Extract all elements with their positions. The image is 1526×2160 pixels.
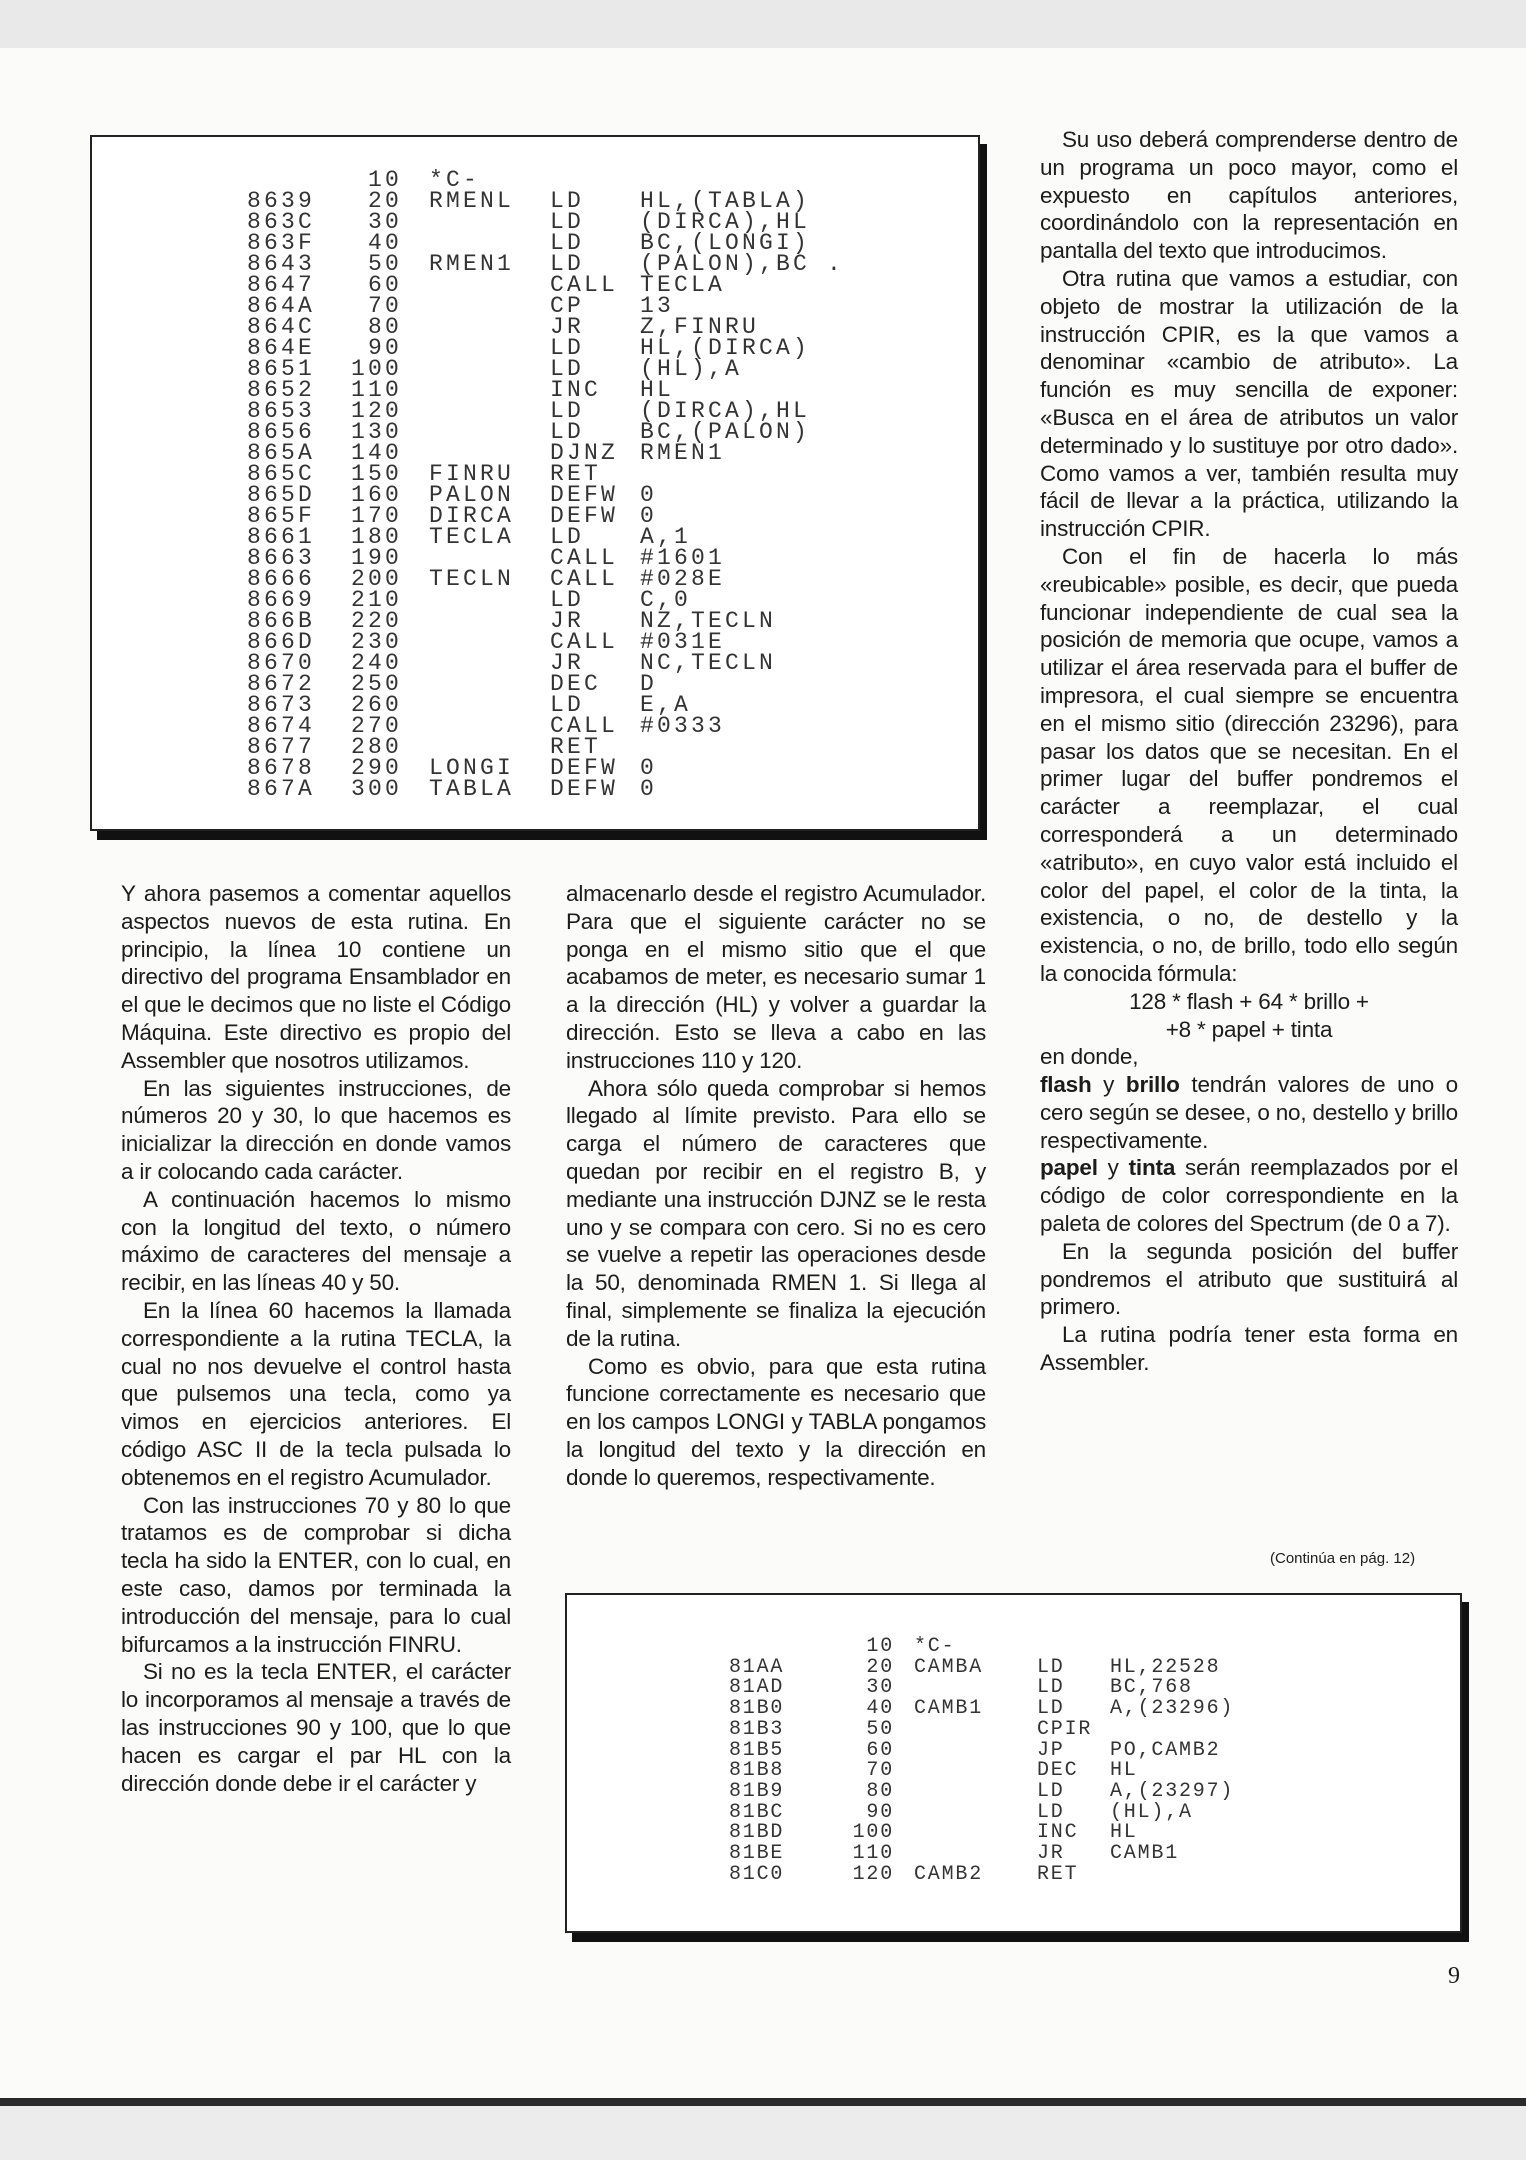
- listing-address: 81C0: [729, 1862, 785, 1886]
- listing-operand: 0: [640, 482, 658, 508]
- listing-line-number: 10: [367, 167, 402, 193]
- listing-line-number: 70: [866, 1759, 894, 1783]
- listing-row: [92, 230, 978, 256]
- listing-operand: (HL),A: [640, 356, 743, 382]
- term-papel: papel: [1040, 1155, 1098, 1181]
- scan-bottom-margin: [0, 2106, 1526, 2160]
- listing-operand: #1601: [640, 545, 726, 571]
- listing-label: PALON: [429, 482, 515, 508]
- listing-address: 8661: [247, 524, 316, 550]
- listing-row: [92, 755, 978, 781]
- paragraph: En la segunda posición del buffer pondremos el atributo que sustituirá al primero.: [1040, 1238, 1458, 1320]
- listing-operand: A,(23296): [1110, 1697, 1235, 1721]
- listing-address: 8643: [247, 251, 316, 277]
- listing-line-number: 50: [367, 251, 402, 277]
- attribute-formula-line-1: 128 * flash + 64 * brillo +: [1129, 988, 1369, 1014]
- listing-address: 865C: [247, 461, 316, 487]
- listing-operand: (PALON),BC .: [640, 251, 845, 277]
- listing-line-number: 70: [367, 293, 402, 319]
- listing-row: [92, 566, 978, 592]
- listing-label: CAMBA: [914, 1655, 984, 1679]
- listing-row: [92, 377, 978, 403]
- text-column-right: [1040, 126, 1458, 1377]
- listing-address: 8678: [247, 755, 316, 781]
- listing-opcode: LD: [550, 230, 585, 256]
- listing-row: [92, 545, 978, 571]
- text-column-middle: [566, 880, 986, 1492]
- paragraph: almacenarlo desde el registro Acumulador. Para que el siguiente carácter no se ponga en el mismo sitio que el que acabamos de meter, es necesario sumar 1 a la dirección (HL) y volver a guardar la dirección. Esto se lleva a cabo en las instrucciones 110 y 120.: [566, 881, 986, 1073]
- paragraph: Si no es la tecla ENTER, el carácter lo incorporamos al mensaje a través de las instrucciones 90 y 100, que lo que hacen es cargar el par HL con la dirección donde debe ir el carácter y: [121, 1659, 511, 1796]
- paragraph-papel-tinta: [1040, 1154, 1458, 1237]
- listing-opcode: LD: [550, 398, 585, 424]
- listing-address: 863C: [247, 209, 316, 235]
- listing-opcode: CP: [550, 293, 585, 319]
- paragraph: Con el fin de hacerla lo más «reubicable» posible, es decir, que pueda funcionar independiente de cual sea la posición de memoria que ocupe, vamos a utilizar el área reservada para el buffer de impresora, el cual siempre se encuentra en el mismo sitio (dirección 23296), para pasar los datos que se necesitan. En el primer lugar del buffer pondremos el carácter a reemplazar, el cual corresponderá a un determinado «atributo», en cuyo valor está incluido el color del papel, el color de la tinta, la existencia, o no, de destello y la existencia, o no, de brillo, todo ello según la conocida fórmula:: [1040, 543, 1458, 986]
- listing-line-number: 120: [350, 398, 402, 424]
- listing-address: 81BE: [729, 1842, 785, 1865]
- listing-row: [92, 419, 978, 445]
- listing-line-number: 130: [350, 419, 402, 445]
- listing-line-number: 80: [866, 1779, 894, 1803]
- listing-address: 864C: [247, 314, 316, 340]
- paragraph: Su uso deberá comprenderse dentro de un programa un poco mayor, como el expuesto en capítulos anteriores, coordinándolo con la representación en pantalla del texto que introducimos.: [1040, 127, 1458, 264]
- listing-line-number: 30: [367, 209, 402, 235]
- listing-operand: BC,(PALON): [640, 419, 811, 445]
- listing-opcode: LD: [1037, 1779, 1065, 1803]
- listing-label: CAMB1: [914, 1697, 984, 1721]
- listing-operand: D: [640, 671, 658, 697]
- listing-line-number: 120: [852, 1862, 894, 1886]
- listing-address: 866D: [247, 629, 316, 655]
- listing-address: 81AD: [729, 1676, 785, 1700]
- listing-address: 864A: [247, 293, 316, 319]
- listing-opcode: DEC: [550, 671, 602, 697]
- listing-opcode: LD: [550, 692, 585, 718]
- listing-label: LONGI: [429, 755, 515, 781]
- listing-address: 867A: [247, 776, 316, 802]
- listing-row: [92, 671, 978, 697]
- listing-address: 8673: [247, 692, 316, 718]
- listing-operand: E,A: [640, 692, 692, 718]
- listing-row: [567, 1697, 1460, 1721]
- listing-address: 81B9: [729, 1779, 785, 1803]
- listing-line-number: 160: [350, 482, 402, 508]
- listing-address: 8652: [247, 377, 316, 403]
- listing-line-number: 40: [367, 230, 402, 256]
- listing-label: TABLA: [429, 776, 515, 802]
- page-number: 9: [1448, 1963, 1460, 1989]
- listing-address: 864E: [247, 335, 316, 361]
- listing-row: [567, 1739, 1460, 1760]
- listing-row: [567, 1801, 1460, 1822]
- listing-row: [92, 293, 978, 319]
- listing-line-number: 240: [350, 650, 402, 676]
- listing-operand: CAMB1: [1110, 1842, 1180, 1865]
- listing-line-number: 100: [852, 1821, 894, 1845]
- text: tendrán valores de uno o cero según se desee, o no, destello y brillo respectivamente.: [1040, 1072, 1458, 1153]
- listing-line-number: 260: [350, 692, 402, 718]
- listing-line-number: 110: [350, 377, 402, 403]
- listing-address: 8651: [247, 356, 316, 382]
- listing-opcode: LD: [550, 188, 585, 214]
- listing-row: [92, 314, 978, 340]
- listing-label: TECLA: [429, 524, 515, 550]
- listing-opcode: RET: [550, 734, 602, 760]
- listing-operand: (HL),A: [1110, 1800, 1193, 1824]
- paragraph-flash-brillo: [1040, 1071, 1458, 1154]
- listing-line-number: 210: [350, 587, 402, 613]
- listing-row: [92, 440, 978, 466]
- listing-opcode: LD: [1037, 1676, 1065, 1700]
- listing-row: [92, 692, 978, 718]
- listing-opcode: LD: [1037, 1655, 1065, 1679]
- listing-row: [567, 1759, 1460, 1783]
- listing-address: 81B8: [729, 1759, 785, 1783]
- listing-address: 8672: [247, 671, 316, 697]
- listing-label: *C-: [914, 1635, 956, 1658]
- listing-row: [567, 1635, 1460, 1656]
- listing-row: [92, 209, 978, 235]
- listing-operand: NZ,TECLN: [640, 608, 777, 634]
- listing-opcode: DEC: [1037, 1759, 1079, 1783]
- listing-opcode: JP: [1037, 1738, 1065, 1762]
- listing-opcode: LD: [1037, 1697, 1065, 1721]
- listing-operand: TECLA: [640, 272, 726, 298]
- listing-opcode: DEFW: [550, 776, 619, 802]
- listing-operand: #028E: [640, 566, 726, 592]
- listing-opcode: CALL: [550, 713, 619, 739]
- listing-row: [92, 650, 978, 676]
- paragraph: En la línea 60 hacemos la llamada correspondiente a la rutina TECLA, la cual no nos devuelve el control hasta que pulsemos una tecla, como ya vimos en ejercicios anteriores. El código ASC II de la tecla pulsada lo obtenemos en el registro Acumulador.: [121, 1297, 511, 1490]
- listing-line-number: 60: [367, 272, 402, 298]
- listing-row: [567, 1656, 1460, 1677]
- listing-opcode: DEFW: [550, 755, 619, 781]
- listing-label: TECLN: [429, 566, 515, 592]
- listing-operand: NC,TECLN: [640, 650, 777, 676]
- listing-opcode: CALL: [550, 272, 619, 298]
- listing-address: 865D: [247, 482, 316, 508]
- continued-note: (Continúa en pág. 12): [1270, 1550, 1416, 1567]
- listing-opcode: CPIR: [1037, 1717, 1093, 1741]
- listing-operand: A,(23297): [1110, 1779, 1235, 1803]
- listing-address: 81BC: [729, 1800, 785, 1824]
- listing-address: 8669: [247, 587, 316, 613]
- listing-line-number: 190: [350, 545, 402, 571]
- listing-row: [92, 608, 978, 634]
- listing-opcode: JR: [1037, 1842, 1065, 1865]
- listing-operand: HL,(TABLA): [640, 188, 811, 214]
- text-column-left: [121, 880, 511, 1797]
- listing-opcode: DJNZ: [550, 440, 619, 466]
- listing-line-number: 100: [350, 356, 402, 382]
- listing-row: [92, 503, 978, 529]
- listing-line-number: 20: [866, 1655, 894, 1679]
- listing-label: RMEN1: [429, 251, 515, 277]
- listing-line-number: 80: [367, 314, 402, 340]
- listing-opcode: INC: [550, 377, 602, 403]
- listing-line-number: 50: [866, 1717, 894, 1741]
- listing-line-number: 270: [350, 713, 402, 739]
- listing-row: [92, 356, 978, 382]
- listing-operand: 13: [640, 293, 675, 319]
- listing-row: [92, 167, 978, 193]
- paragraph: A continuación hacemos lo mismo con la longitud del texto, o número máximo de caracteres del mensaje a recibir, en las líneas 40 y 50.: [121, 1186, 511, 1296]
- listing-row: [92, 272, 978, 298]
- listing-operand: #031E: [640, 629, 726, 655]
- listing-operand: C,0: [640, 587, 692, 613]
- listing-label: DIRCA: [429, 503, 515, 529]
- listing-address: 8666: [247, 566, 316, 592]
- listing-operand: 0: [640, 776, 658, 802]
- listing-line-number: 250: [350, 671, 402, 697]
- listing-address: 865F: [247, 503, 316, 529]
- listing-line-number: 300: [350, 776, 402, 802]
- listing-opcode: CALL: [550, 629, 619, 655]
- listing-line-number: 20: [367, 188, 402, 214]
- scan-top-margin: [0, 0, 1526, 48]
- listing-row: [92, 524, 978, 550]
- listing-line-number: 140: [350, 440, 402, 466]
- listing-address: 8639: [247, 188, 316, 214]
- listing-opcode: LD: [550, 356, 585, 382]
- listing-opcode: JR: [550, 314, 585, 340]
- listing-address: 81B3: [729, 1717, 785, 1741]
- paragraph: Como es obvio, para que esta rutina funcione correctamente es necesario que en los campos LONGI y TABLA pongamos la longitud del texto y la dirección en donde lo queremos, respectivamente.: [566, 1353, 986, 1490]
- paragraph: Con las instrucciones 70 y 80 lo que tratamos es de comprobar si dicha tecla ha sido la ENTER, con lo cual, en este caso, damos por terminada la introducción del mensaje, para lo cual bifurcamos a la instrucción FINRU.: [121, 1492, 511, 1657]
- listing-operand: Z,FINRU: [640, 314, 760, 340]
- listing-operand: BC,(LONGI): [640, 230, 811, 256]
- listing-line-number: 90: [367, 335, 402, 361]
- listing-opcode: LD: [1037, 1800, 1065, 1824]
- paragraph: en donde,: [1040, 1044, 1139, 1070]
- listing-row: [92, 713, 978, 739]
- listing-address: 81B0: [729, 1697, 785, 1721]
- listing-address: 866B: [247, 608, 316, 634]
- text: serán reemplazados por el código de color correspondiente en la paleta de colores del Spectrum (de 0 a 7).: [1040, 1155, 1458, 1237]
- listing-line-number: 180: [350, 524, 402, 550]
- listing-operand: A,1: [640, 524, 692, 550]
- listing-address: 81B5: [729, 1738, 785, 1762]
- listing-address: 8656: [247, 419, 316, 445]
- listing-label: CAMB2: [914, 1862, 984, 1886]
- listing-operand: #0333: [640, 713, 726, 739]
- listing-address: 8670: [247, 650, 316, 676]
- listing-row: [567, 1676, 1460, 1700]
- listing-line-number: 110: [852, 1842, 894, 1865]
- listing-opcode: LD: [550, 251, 585, 277]
- term-flash: flash: [1040, 1072, 1092, 1098]
- listing-opcode: RET: [550, 461, 602, 487]
- listing-operand: 0: [640, 503, 658, 529]
- listing-opcode: DEFW: [550, 482, 619, 508]
- listing-opcode: LD: [550, 335, 585, 361]
- scan-bottom-edge: [0, 2098, 1526, 2106]
- listing-opcode: INC: [1037, 1821, 1079, 1845]
- listing-opcode: JR: [550, 650, 585, 676]
- listing-line-number: 230: [350, 629, 402, 655]
- listing-row: [567, 1863, 1460, 1884]
- term-tinta: tinta: [1128, 1155, 1176, 1181]
- listing-operand: HL,(DIRCA): [640, 335, 811, 361]
- listing-operand: HL: [640, 377, 675, 403]
- listing-opcode: JR: [550, 608, 585, 634]
- listing-line-number: 170: [350, 503, 402, 529]
- listing-row: [92, 188, 978, 214]
- listing-address: 863F: [247, 230, 316, 256]
- listing-address: 865A: [247, 440, 316, 466]
- listing-address: 81BD: [729, 1821, 785, 1845]
- listing-address: 8674: [247, 713, 316, 739]
- listing-operand: HL,22528: [1110, 1655, 1221, 1679]
- listing-row: [567, 1842, 1460, 1863]
- listing-row: [92, 335, 978, 361]
- listing-opcode: LD: [550, 587, 585, 613]
- listing-label: RMENL: [429, 188, 515, 214]
- listing-address: 8647: [247, 272, 316, 298]
- listing-opcode: CALL: [550, 545, 619, 571]
- listing-operand: HL: [1110, 1821, 1138, 1845]
- text: y: [1091, 1072, 1126, 1098]
- paragraph: En las siguientes instrucciones, de números 20 y 30, lo que hacemos es inicializar la dirección en donde vamos a ir colocando cada carácter.: [121, 1075, 511, 1184]
- listing-operand: HL: [1110, 1759, 1138, 1783]
- listing-opcode: LD: [550, 419, 585, 445]
- assembler-listing-input-routine: [90, 135, 980, 831]
- listing-operand: (DIRCA),HL: [640, 209, 811, 235]
- listing-line-number: 200: [350, 566, 402, 592]
- paragraph: Otra rutina que vamos a estudiar, con objeto de mostrar la utilización de la instrucción CPIR, es la que vamos a denominar «cambio de atributo». La función es muy sencilla de exponer: «Busca en el área de atributos un valor determinado y lo sustituye por otro dado». Como vamos a ver, también resulta muy fácil de llevar a la práctica, utilizando la instrucción CPIR.: [1040, 265, 1458, 542]
- listing-operand: BC,768: [1110, 1676, 1193, 1700]
- listing-row: [92, 587, 978, 613]
- listing-line-number: 10: [866, 1635, 894, 1658]
- listing-opcode: RET: [1037, 1862, 1079, 1886]
- paragraph: Y ahora pasemos a comentar aquellos aspectos nuevos de esta rutina. En principio, la línea 10 contiene un directivo del programa Ensamblador en el que le decimos que no liste el Código Máquina. Este directivo es propio del Assembler que nosotros utilizamos.: [121, 881, 511, 1073]
- listing-address: 8677: [247, 734, 316, 760]
- listing-label: FINRU: [429, 461, 515, 487]
- listing-opcode: LD: [550, 209, 585, 235]
- listing-row: [567, 1718, 1460, 1739]
- listing-opcode: LD: [550, 524, 585, 550]
- listing-line-number: 90: [866, 1800, 894, 1824]
- term-brillo: brillo: [1125, 1072, 1180, 1098]
- listing-line-number: 30: [866, 1676, 894, 1700]
- listing-row: [92, 629, 978, 655]
- listing-row: [92, 482, 978, 508]
- listing-address: 81AA: [729, 1655, 785, 1679]
- assembler-listing-attribute-change: [565, 1593, 1462, 1933]
- listing-row: [92, 734, 978, 760]
- listing-operand: 0: [640, 755, 658, 781]
- attribute-formula-line-2: +8 * papel + tinta: [1165, 1016, 1333, 1042]
- listing-operand: (DIRCA),HL: [640, 398, 811, 424]
- listing-row: [92, 461, 978, 487]
- listing-opcode: DEFW: [550, 503, 619, 529]
- listing-label: *C-: [429, 167, 481, 193]
- text: y: [1097, 1155, 1129, 1181]
- listing-row: [567, 1821, 1460, 1845]
- listing-operand: RMEN1: [640, 440, 726, 466]
- paragraph: La rutina podría tener esta forma en Assembler.: [1040, 1322, 1458, 1376]
- listing-opcode: CALL: [550, 566, 619, 592]
- listing-row: [92, 776, 978, 802]
- listing-operand: PO,CAMB2: [1110, 1738, 1221, 1762]
- paragraph: Ahora sólo queda comprobar si hemos llegado al límite previsto. Para ello se carga el número de caracteres que quedan por recibir en el registro B, y mediante una instrucción DJNZ se le resta uno y se compara con cero. Si no es cero se vuelve a repetir las operaciones desde la 50, denominada RMEN 1. Si llega al final, simplemente se finaliza la ejecución de la rutina.: [566, 1075, 986, 1351]
- listing-row: [92, 398, 978, 424]
- listing-line-number: 290: [350, 755, 402, 781]
- listing-line-number: 280: [350, 734, 402, 760]
- listing-line-number: 150: [350, 461, 402, 487]
- listing-line-number: 60: [866, 1738, 894, 1762]
- listing-line-number: 40: [866, 1697, 894, 1721]
- listing-row: [92, 251, 978, 277]
- listing-row: [567, 1780, 1460, 1801]
- listing-line-number: 220: [350, 608, 402, 634]
- listing-address: 8663: [247, 545, 316, 571]
- listing-address: 8653: [247, 398, 316, 424]
